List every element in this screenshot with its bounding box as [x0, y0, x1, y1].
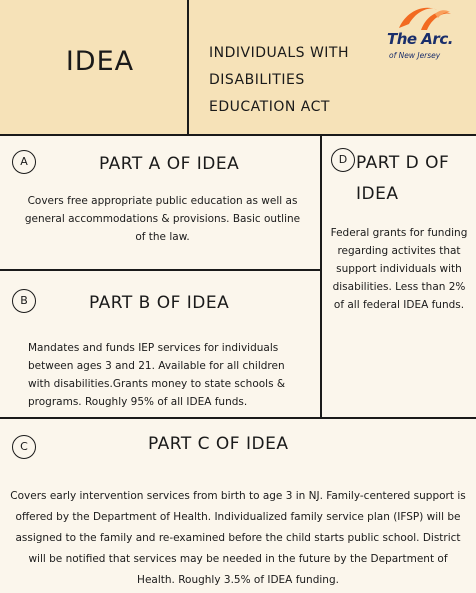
part-a-body: Covers free appropriate public education as well as general accommodations & provisions. Basic outline of the law. — [24, 195, 301, 243]
part-a-title: PART A OF IDEA — [99, 154, 240, 174]
column-divider — [320, 136, 322, 419]
part-d-body: Federal grants for funding regarding activites that support individuals with disabilities. Less than 2% of all federal IDEA funds. — [330, 227, 468, 311]
header-name-panel — [189, 0, 476, 136]
logo-subtitle: of New Jersey — [389, 51, 441, 60]
row-divider — [0, 417, 476, 419]
part-b-title: PART B OF IDEA — [89, 293, 230, 313]
badge-c: C — [12, 435, 36, 459]
full-name-line: INDIVIDUALS WITH — [209, 45, 350, 61]
badge-d: D — [331, 148, 355, 172]
logo-name: The Arc. — [387, 30, 453, 48]
full-name — [209, 40, 349, 121]
page-title: IDEA — [65, 46, 135, 77]
row-divider — [0, 269, 321, 271]
badge-b: B — [12, 289, 36, 313]
part-c-body: Covers early intervention services from birth to age 3 in NJ. Family-centered support is offered by the Department of Health. Individualized family service plan (IFSP) will be assigned to the family and re-examined before the child starts public school. District will be notified that services may be needed in the future by the Department of Health. Roughly 3.5% of IDEA funding. — [10, 490, 466, 586]
header-title-panel — [0, 0, 189, 136]
badge-a: A — [12, 150, 36, 174]
full-name-line: EDUCATION ACT — [209, 99, 330, 115]
arc-logo — [387, 2, 467, 62]
part-d-title: PART D OF IDEA — [356, 153, 450, 204]
part-b-body: Mandates and funds IEP services for individuals between ages 3 and 21. Available for all children with disabilities.Grants money to state schools & programs. Roughly 95% of all IDEA funds. — [28, 342, 286, 408]
part-c-title: PART C OF IDEA — [148, 434, 289, 454]
full-name-line: DISABILITIES — [209, 72, 305, 88]
